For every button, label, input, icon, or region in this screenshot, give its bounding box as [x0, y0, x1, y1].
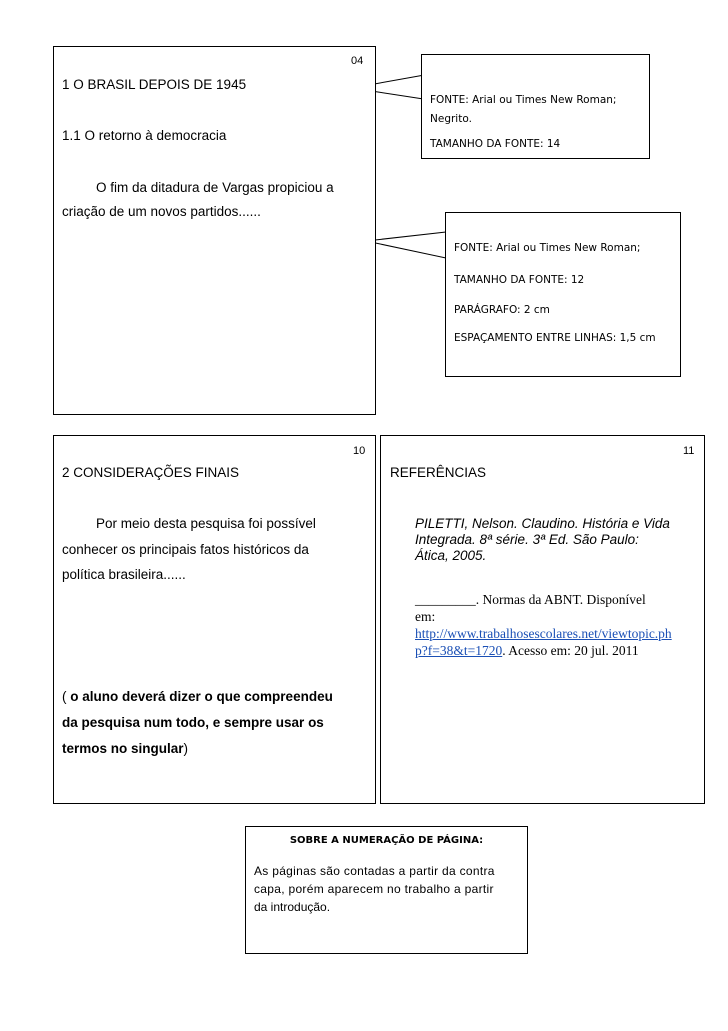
note-line: FONTE: Arial ou Times New Roman; — [430, 94, 617, 106]
reference-line: Integrada. 8ª série. 3ª Ed. São Paulo: — [415, 532, 639, 547]
note-line: capa, porém aparecem no trabalho a partir — [254, 882, 494, 896]
instruction-note — [62, 688, 333, 706]
note-title: SOBRE A NUMERAÇÃO DE PÁGINA: — [289, 835, 484, 846]
callout-tail-2 — [366, 232, 446, 258]
note-line: PARÁGRAFO: 2 cm — [454, 304, 550, 316]
paragraph-line: política brasileira...... — [62, 567, 186, 582]
instruction-text: da pesquisa num todo, e sempre usar os — [62, 715, 324, 730]
note-line: TAMANHO DA FONTE: 14 — [430, 138, 561, 150]
page-number: 04 — [351, 55, 364, 67]
font-note-body — [445, 212, 681, 377]
page-10 — [53, 435, 376, 804]
instruction-paren-open: ( — [62, 689, 67, 704]
instruction-paren-close: ) — [183, 741, 189, 756]
references-heading: REFERÊNCIAS — [390, 465, 487, 480]
paragraph-line: criação de um novos partidos...... — [62, 204, 261, 219]
page-04 — [53, 46, 376, 415]
reference-line: em: — [415, 609, 436, 624]
note-line: ESPAÇAMENTO ENTRE LINHAS: 1,5 cm — [454, 332, 656, 344]
paragraph-line: Por meio desta pesquisa foi possível — [96, 516, 316, 531]
reference-line: PILETTI, Nelson. Claudino. História e Vida — [415, 516, 670, 531]
paragraph-line: O fim da ditadura de Vargas propiciou a — [96, 180, 334, 195]
reference-entry-1 — [415, 516, 705, 564]
instruction-text: o aluno deverá dizer o que compreendeu — [70, 689, 333, 704]
instruction-text: termos no singular — [62, 741, 184, 756]
font-note-headings — [421, 54, 650, 159]
note-line: As páginas são contadas a partir da contra — [254, 864, 495, 878]
page-number: 10 — [353, 445, 366, 457]
section-heading: 1.1 O retorno à democracia — [62, 128, 227, 143]
chapter-heading: 1 O BRASIL DEPOIS DE 1945 — [62, 77, 247, 92]
page-number: 11 — [683, 445, 695, 457]
paragraph-line: conhecer os principais fatos históricos da — [62, 542, 309, 557]
note-line: FONTE: Arial ou Times New Roman; — [454, 242, 641, 254]
page-11 — [380, 435, 705, 804]
reference-line — [415, 625, 705, 642]
note-line: TAMANHO DA FONTE: 12 — [454, 274, 585, 286]
reference-title: . Normas da ABNT. Disponível — [475, 592, 646, 607]
instruction-note-end — [62, 740, 188, 758]
note-line: Negrito. — [430, 113, 472, 125]
reference-url-cont[interactable]: p?f=38&t=1720 — [415, 643, 503, 658]
page-numbering-note — [245, 826, 528, 954]
reference-line — [415, 591, 705, 608]
author-blank: _________ — [415, 592, 476, 607]
reference-line — [415, 642, 705, 659]
reference-entry-2 — [415, 591, 705, 659]
note-line: da introdução. — [254, 900, 331, 914]
reference-url[interactable]: http://www.trabalhosescolares.net/viewtopic.ph — [415, 626, 672, 641]
chapter-heading: 2 CONSIDERAÇÕES FINAIS — [62, 465, 240, 480]
reference-access-date: . Acesso em: 20 jul. 2011 — [502, 643, 639, 658]
reference-line: Ática, 2005. — [415, 548, 487, 563]
